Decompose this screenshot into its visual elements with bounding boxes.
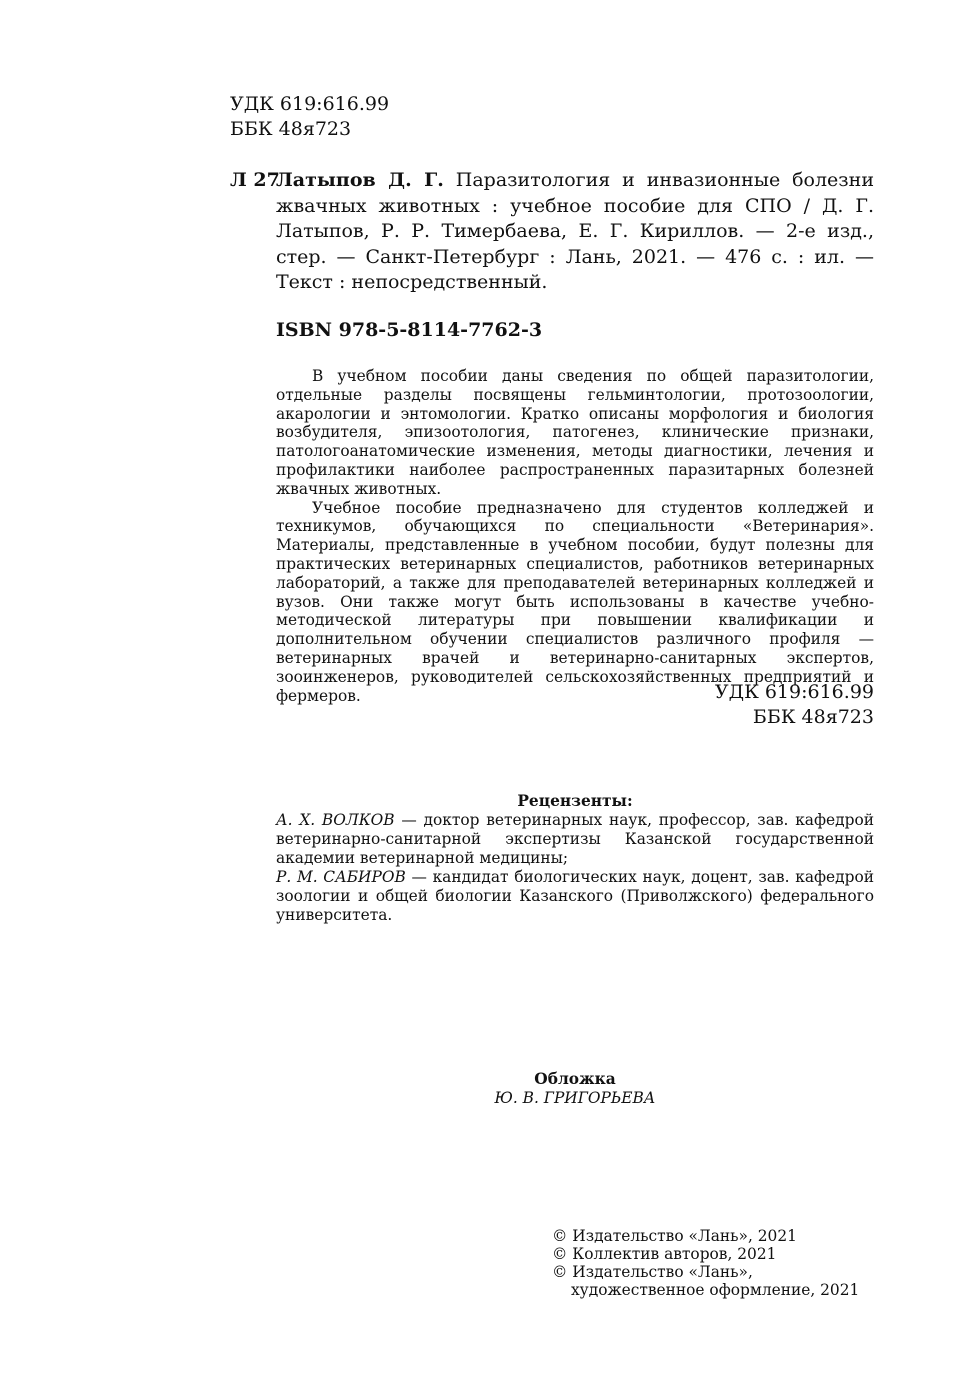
udk-code: УДК 619:616.99	[230, 93, 390, 115]
reviewer-1-info: — доктор ветеринарных наук, профессор, зав. кафедрой ветеринарно-санитарной экспертизы Казанской государственной академии ветеринарной медицины;	[276, 811, 874, 867]
bibliographic-description: Паразитология и инвазионные болезни жвачных животных : учебное пособие для СПО / Д. Г. Латыпов, Р. Р. Тимербаева, Е. Г. Кириллов. — 2-е изд., стер. — Санкт-Петербург : Лань, 2021. — 476 с. : ил. — Текст : непосредственный.	[276, 169, 874, 293]
udk-code-right: УДК 619:616.99	[714, 681, 874, 703]
author-name: Латыпов Д. Г.	[276, 169, 444, 191]
copyright-line-2: © Коллектив авторов, 2021	[552, 1245, 777, 1263]
udk-bbk-footer	[600, 680, 874, 730]
reviewer-2-name: Р. М. САБИРОВ	[276, 868, 406, 886]
cover-credit	[276, 1070, 874, 1108]
author-mark: Л 27	[230, 169, 280, 191]
reviewers-block	[276, 792, 874, 925]
reviewer-1	[276, 811, 874, 868]
bbk-code-right: ББК 48я723	[752, 706, 874, 728]
annotation-paragraph-1: В учебном пособии даны сведения по общей паразитологии, отдельные разделы посвящены гельминтологии, протозоологии, акарологии и энтомологии. Кратко описаны морфология и биология возбудителя, эпизоотология, патогенез, клинические признаки, патологоанатомические изменения, методы диагностики, лечения и профилактики наиболее распространенных паразитарных болезней жвачных животных.	[276, 367, 874, 498]
reviewer-2-info: — кандидат биологических наук, доцент, зав. кафедрой зоологии и общей биологии Казанского (Приволжского) федерального университета.	[276, 868, 874, 924]
copyright-block	[552, 1227, 859, 1299]
bibliographic-record	[276, 168, 874, 296]
reviewer-2	[276, 868, 874, 925]
isbn: ISBN 978-5-8114-7762-3	[276, 319, 543, 341]
cover-heading: Обложка	[534, 1070, 616, 1088]
copyright-line-1: © Издательство «Лань», 2021	[552, 1227, 797, 1245]
cover-designer: Ю. В. ГРИГОРЬЕВА	[494, 1089, 656, 1107]
copyright-line-3: © Издательство «Лань»,	[552, 1263, 753, 1281]
reviewer-1-name: А. Х. ВОЛКОВ	[276, 811, 395, 829]
annotation	[276, 367, 874, 705]
udk-bbk-header	[230, 92, 389, 142]
bbk-code: ББК 48я723	[230, 118, 352, 140]
annotation-paragraph-2: Учебное пособие предназначено для студентов колледжей и техникумов, обучающихся по специальности «Ветеринария». Материалы, представленные в учебном пособии, будут полезны для практических ветеринарных специалистов, работников ветеринарных лабораторий, а также для преподавателей ветеринарных колледжей и вузов. Они также могут быть использованы в качестве учебно-методической литературы при повышении квалификации и дополнительном обучении специалистов различного профиля — ветеринарных врачей и ветеринарно-санитарных экспертов, зооинженеров, руководителей сельскохозяйственных предприятий и фермеров.	[276, 498, 874, 705]
copyright-line-4: художественное оформление, 2021	[571, 1281, 860, 1299]
reviewers-heading: Рецензенты:	[517, 792, 633, 810]
